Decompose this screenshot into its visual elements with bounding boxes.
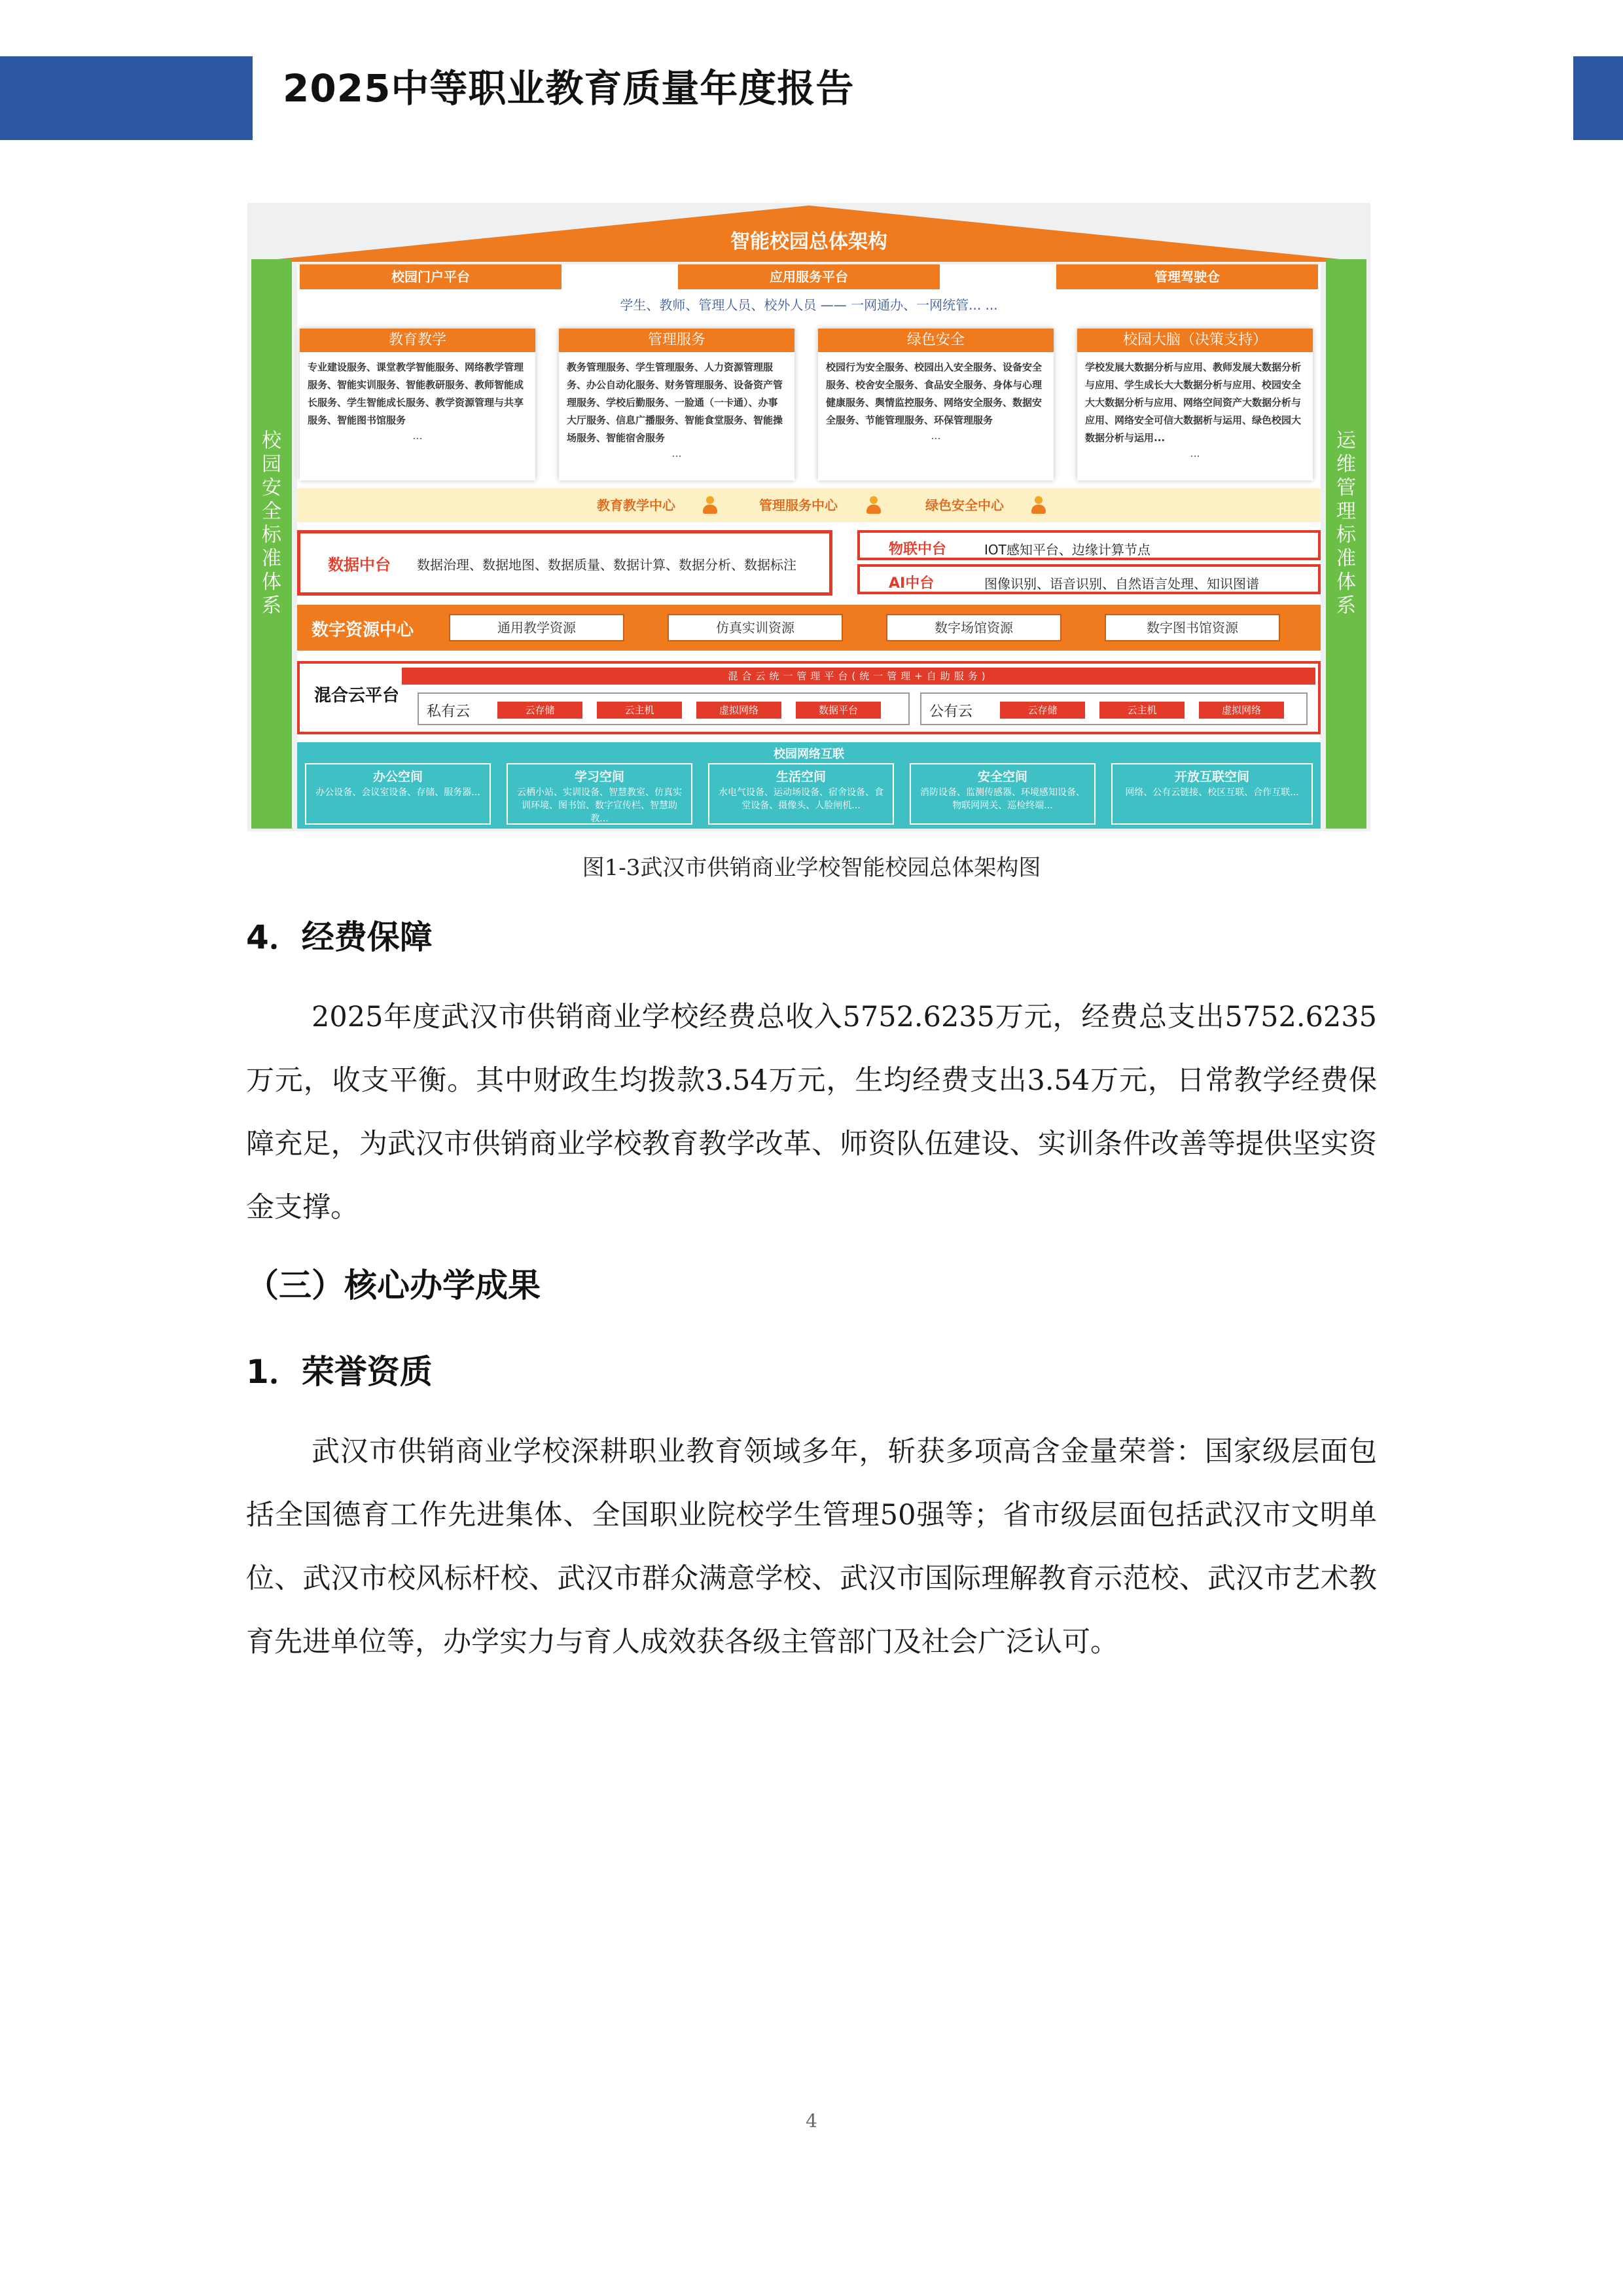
space-name: 学习空间 <box>574 770 624 784</box>
cloud-management-bar: 混合云统一管理平台(统一管理+自助服务) <box>402 668 1315 685</box>
service-box-green-safety <box>818 329 1054 480</box>
cloud-chip: 数据平台 <box>796 702 881 719</box>
person-icon <box>1030 496 1047 514</box>
service-title: 管理服务 <box>559 329 794 352</box>
space-living <box>708 763 894 825</box>
platform-app-service: 应用服务平台 <box>678 264 940 289</box>
person-icon <box>702 496 719 514</box>
heading-honors: 1．荣誉资质 <box>246 1353 433 1391</box>
resource-item: 通用教学资源 <box>449 614 624 641</box>
resource-item: 数字场馆资源 <box>886 614 1061 641</box>
service-box-campus-brain <box>1077 329 1313 480</box>
service-title: 绿色安全 <box>818 329 1054 352</box>
data-mid-title: 数据中台 <box>328 556 391 574</box>
figure-caption: 图1-3武汉市供销商业学校智能校园总体架构图 <box>582 855 1041 881</box>
center-teaching: 教育教学中心 <box>597 497 675 513</box>
diagram-title: 智能校园总体架构 <box>730 230 887 253</box>
diagram-body <box>297 264 1321 829</box>
public-cloud-group <box>920 692 1308 725</box>
cloud-chip: 虚拟网络 <box>1199 702 1284 719</box>
space-office <box>305 763 491 825</box>
space-open-interconnect <box>1111 763 1313 825</box>
data-mid-content: 数据治理、数据地图、数据质量、数据计算、数据分析、数据标注 <box>417 557 796 573</box>
ai-mid-content: 图像识别、语音识别、自然语言处理、知识图谱 <box>984 576 1259 592</box>
cloud-title: 混合云平台 <box>314 686 400 706</box>
architecture-diagram <box>247 203 1370 831</box>
center-management: 管理服务中心 <box>759 497 838 513</box>
page-number: 4 <box>806 2110 817 2132</box>
platform-management-cockpit: 管理驾驶仓 <box>1056 264 1318 289</box>
private-cloud-label: 私有云 <box>427 704 471 720</box>
person-icon <box>865 496 882 514</box>
heading-funding: 4．经费保障 <box>246 918 433 956</box>
hybrid-cloud-platform <box>297 661 1321 734</box>
service-body: 专业建设服务、课堂教学智能服务、网络教学管理服务、智能实训服务、智能教研服务、教师智能成长服务、学生智能成长服务、教学资源管理与共享服务、智能图书馆服务 <box>308 361 524 426</box>
iot-mid-content: IOT感知平台、边缘计算节点 <box>984 542 1150 558</box>
platform-portal: 校园门户平台 <box>300 264 562 289</box>
service-more: ... <box>671 447 682 459</box>
security-standard-label: 校 园 安 全 标 准 体 系 <box>262 429 281 617</box>
service-body: 校园行为安全服务、校园出入安全服务、设备安全服务、校舍安全服务、食品安全服务、身体与心理健康服务、舆情监控服务、网络安全服务、数据安全服务、节能管理服务、环保管理服务 <box>826 361 1043 426</box>
service-box-teaching <box>300 329 535 480</box>
ops-standard-column <box>1326 259 1366 829</box>
space-desc: 水电气设备、运动场设备、宿舍设备、食堂设备、摄像头、人脸闸机... <box>719 787 883 811</box>
center-green-safety: 绿色安全中心 <box>925 497 1004 513</box>
service-title: 校园大脑（决策支持） <box>1077 329 1313 352</box>
space-name: 开放互联空间 <box>1174 770 1249 784</box>
ai-middle-platform <box>857 564 1321 594</box>
network-title: 校园网络互联 <box>774 747 844 761</box>
iot-middle-platform <box>857 530 1321 560</box>
security-standard-column <box>251 259 292 829</box>
cloud-chip: 云存储 <box>497 702 582 719</box>
digital-resource-center <box>297 605 1321 651</box>
users-line: 学生、教师、管理人员、校外人员 —— 一网通办、一网统管... ... <box>620 297 998 313</box>
public-cloud-label: 公有云 <box>929 704 973 720</box>
cloud-chip: 虚拟网络 <box>696 702 781 719</box>
service-more: ... <box>1190 447 1200 459</box>
space-name: 安全空间 <box>977 770 1027 784</box>
ai-mid-title: AI中台 <box>889 575 935 592</box>
resource-title: 数字资源中心 <box>312 620 414 640</box>
iot-mid-title: 物联中台 <box>889 541 947 558</box>
space-desc: 网络、公有云链接、校区互联、合作互联... <box>1125 787 1299 798</box>
paragraph-honors: 武汉市供销商业学校深耕职业教育领域多年，斩获多项高含金量荣誉：国家级层面包括全国德育工作先进集体、全国职业院校学生管理50强等；省市级层面包括武汉市文明单位、武汉市校风标杆校、武汉市群众满意学校、武汉市国际理解教育示范校、武汉市艺术教育先进单位等，办学实力与育人成效获各级主管部门及社会广泛认可。 <box>246 1435 1377 1659</box>
service-title: 教育教学 <box>300 329 535 352</box>
space-desc: 办公设备、会议室设备、存储、服务器... <box>315 787 480 798</box>
cloud-chip: 云主机 <box>597 702 682 719</box>
campus-network-band <box>297 742 1321 829</box>
resource-item: 仿真实训资源 <box>668 614 843 641</box>
data-middle-platform <box>297 530 832 596</box>
header-bar-left <box>0 56 253 140</box>
space-security <box>910 763 1096 825</box>
service-body: 教务管理服务、学生管理服务、人力资源管理服务、办公自动化服务、财务管理服务、设备资产管理服务、学校后勤服务、一脸通（一卡通）、办事大厅服务、信息广播服务、智能食堂服务、智能操场服务、智能宿舍服务 <box>567 361 783 444</box>
ops-standard-label: 运 维 管 理 标 准 体 系 <box>1336 429 1356 617</box>
service-body: 学校发展大数据分析与应用、教师发展大数据分析与应用、学生成长大大数据分析与应用、校园安全大大数据分析与应用、网络空间资产大数据分析与应用、网络安全可信大数据析与运用、绿色校园大数据分析与运用... <box>1085 361 1302 444</box>
centers-band <box>297 488 1321 522</box>
paragraph-funding: 2025年度武汉市供销商业学校经费总收入5752.6235万元，经费总支出5752.6235万元，收支平衡。其中财政生均拨款3.54万元，生均经费支出3.54万元，日常教学经费保障充足，为武汉市供销商业学校教育教学改革、师资队伍建设、实训条件改善等提供坚实资金支撑。 <box>246 1001 1377 1224</box>
space-desc: 消防设备、监测传感器、环境感知设备、物联网网关、巡检终端... <box>920 787 1085 811</box>
space-name: 办公空间 <box>372 770 423 784</box>
private-cloud-group <box>418 692 910 725</box>
space-name: 生活空间 <box>776 770 826 784</box>
service-more: ... <box>931 429 941 442</box>
cloud-chip: 云主机 <box>1099 702 1185 719</box>
heading-core-achievements: （三）核心办学成果 <box>246 1266 541 1304</box>
cloud-chip: 云存储 <box>1000 702 1085 719</box>
space-desc: 云栖小站、实训设备、智慧教室、仿真实训环境、图书馆、数字宣传栏、智慧助教... <box>517 787 682 824</box>
service-box-management <box>559 329 794 480</box>
resource-item: 数字图书馆资源 <box>1105 614 1280 641</box>
service-more: ... <box>412 429 423 442</box>
header-bar-right <box>1573 56 1623 140</box>
space-learning <box>507 763 692 825</box>
page-header-title: 2025中等职业教育质量年度报告 <box>283 66 855 111</box>
